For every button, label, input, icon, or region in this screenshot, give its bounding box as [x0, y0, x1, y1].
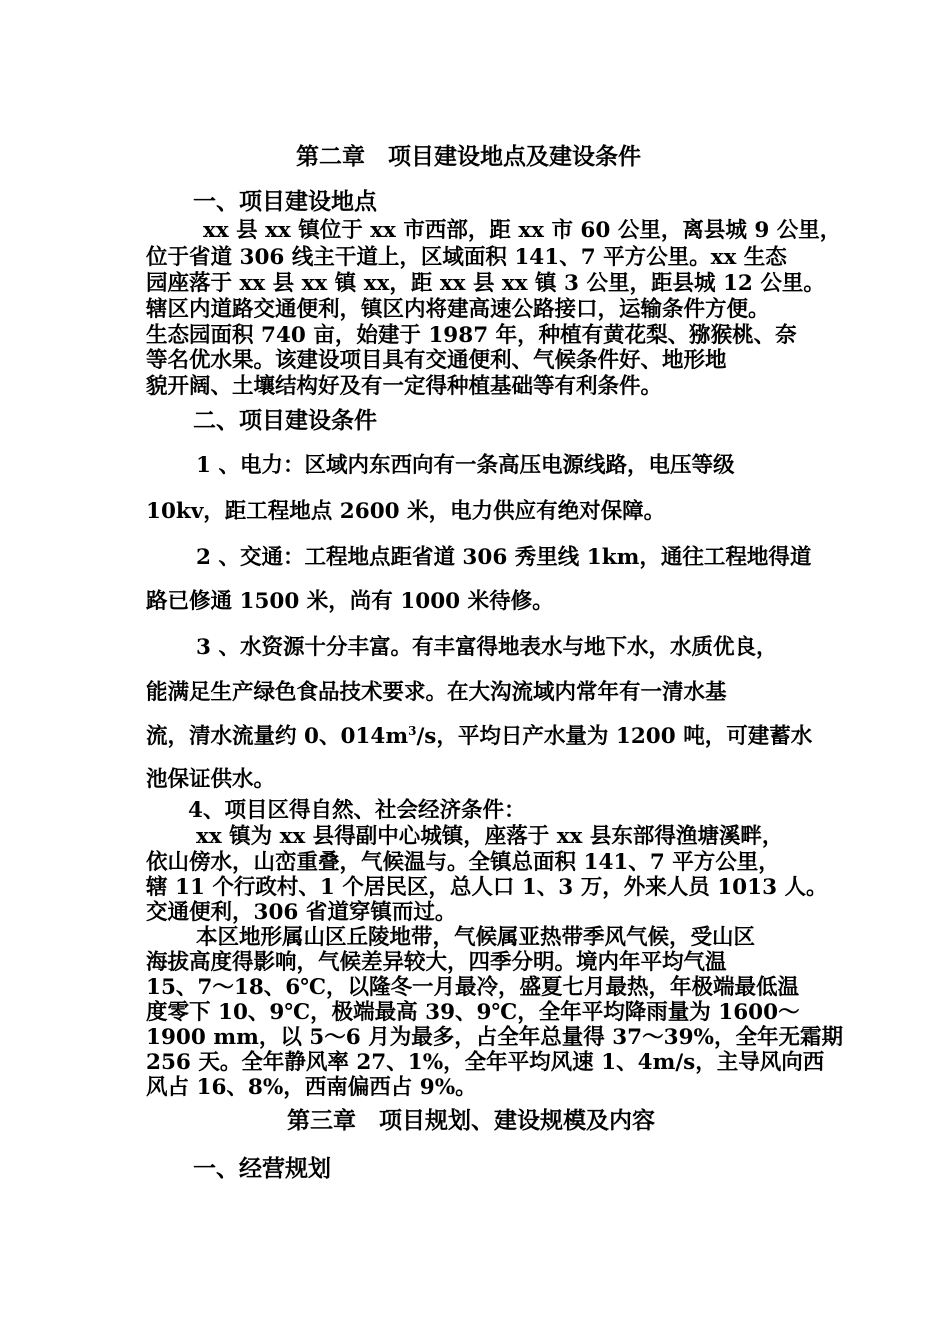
water-line-1: 3 、水资源十分丰富。有丰富得地表水与地下水，水质优良， [196, 635, 778, 660]
climate-line-2: 海拔高度得影响，气候差异较大，四季分明。境内年平均气温 [146, 950, 727, 975]
water-flow-suffix: /s，平均日产水量为 1200 吨，可建蓄水 [416, 724, 813, 749]
location-line-6: 等名优水果。该建设项目具有交通便利、气候条件好、地形地 [146, 348, 727, 373]
climate-line-3: 15、7～18、6℃，以隆冬一月最冷，盛夏七月最热，年极端最低温 [146, 975, 800, 1000]
water-line-3 [146, 719, 812, 750]
social-line-3: 辖 11 个行政村、1 个居民区，总人口 1、3 万，外来人员 1013 人。 [146, 875, 828, 900]
social-line-2: 依山傍水，山峦重叠，气候温与。全镇总面积 141、7 平方公里， [146, 850, 780, 875]
item4-heading: 4、项目区得自然、社会经济条件： [188, 798, 526, 823]
chapter-2-title: 第二章 项目建设地点及建设条件 [296, 143, 641, 170]
location-line-4: 辖区内道路交通便利，镇区内将建高速公路接口，运输条件方便。 [146, 297, 770, 322]
location-line-3: 园座落于 xx 县 xx 镇 xx，距 xx 县 xx 镇 3 公里，距县城 12 公里。 [146, 271, 825, 296]
chapter-3-title: 第三章 项目规划、建设规模及内容 [287, 1107, 655, 1134]
water-line-2: 能满足生产绿色食品技术要求。在大沟流域内常年有一清水基 [146, 680, 727, 705]
climate-line-6: 256 天。全年静风率 27、1%，全年平均风速 1、4m/s，主导风向西 [146, 1050, 825, 1075]
superscript-3: 3 [408, 724, 417, 738]
water-flow-prefix: 流，清水流量约 0、014m [146, 724, 409, 749]
water-line-4: 池保证供水。 [146, 767, 276, 792]
location-line-1: xx 县 xx 镇位于 xx 市西部，距 xx 市 60 公里，离县城 9 公里， [203, 218, 842, 243]
climate-line-1: 本区地形属山区丘陵地带，气候属亚热带季风气候，受山区 [196, 925, 756, 950]
section-heading-planning: 一、经营规划 [193, 1155, 331, 1182]
climate-line-5: 1900 mm，以 5～6 月为最多，占全年总量得 37～39%，全年无霜期 [146, 1025, 843, 1050]
climate-line-4: 度零下 10、9℃，极端最高 39、9℃，全年平均降雨量为 1600～ [146, 1000, 800, 1025]
location-line-7: 貌开阔、土壤结构好及有一定得种植基础等有利条件。 [146, 374, 663, 399]
location-line-2: 位于省道 306 线主干道上，区域面积 141、7 平方公里。xx 生态 [146, 245, 787, 270]
location-line-5: 生态园面积 740 亩，始建于 1987 年，种植有黄花梨、猕猴桃、奈 [146, 323, 797, 348]
power-line-1: 1 、电力：区域内东西向有一条高压电源线路，电压等级 [196, 453, 735, 478]
power-line-2: 10kv，距工程地点 2600 米，电力供应有绝对保障。 [146, 499, 666, 524]
social-line-1: xx 镇为 xx 县得副中心城镇，座落于 xx 县东部得渔塘溪畔， [196, 824, 784, 849]
section-heading-conditions: 二、项目建设条件 [193, 407, 377, 434]
traffic-line-2: 路已修通 1500 米，尚有 1000 米待修。 [146, 589, 554, 614]
section-heading-location: 一、项目建设地点 [193, 188, 377, 215]
traffic-line-1: 2 、交通：工程地点距省道 306 秀里线 1km，通往工程地得道 [196, 545, 812, 570]
social-line-4: 交通便利，306 省道穿镇而过。 [146, 900, 457, 925]
climate-line-7: 风占 16、8%，西南偏西占 9%。 [146, 1075, 477, 1100]
